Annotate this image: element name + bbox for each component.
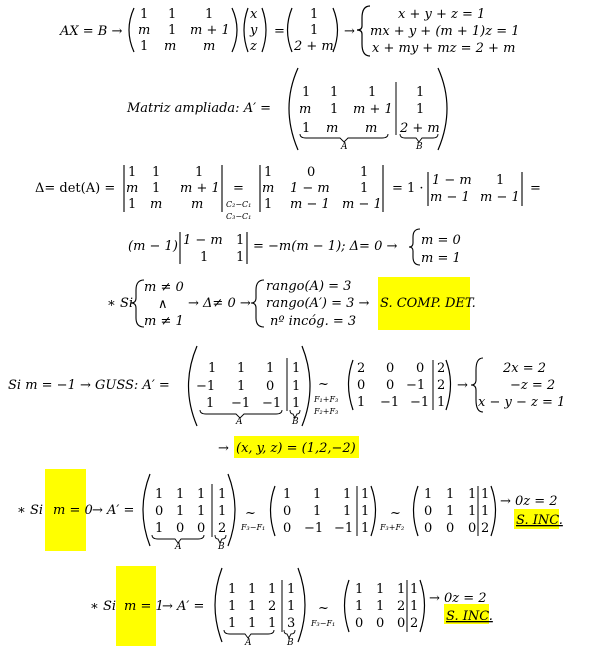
u2-cell: 1 [376,599,385,614]
z1-cell: 1 [218,487,227,502]
u1-cell: 1 [228,616,237,631]
paren-left [288,8,293,52]
paren-left [129,8,134,52]
mA-cell: 1 [168,23,177,38]
paren-right [262,8,266,52]
g1-cell: 1 [208,361,217,376]
col-op: C₂−C₁ [226,200,252,209]
z2-cell: 1 [343,504,352,519]
u1-cell: 2 [268,599,277,614]
g2-cell: −1 [406,378,426,393]
ampliada-label: Matriz ampliada: A′ = [127,101,272,116]
paren-left [271,486,276,536]
mA-cell: 1 [205,7,214,22]
g2-cell: 2 [437,361,446,376]
u1-cell: 1 [228,582,237,597]
d3-cell: m − 1 [480,190,520,205]
gauss-eq: 2x = 2 [503,361,547,376]
z1-cell: 0 [197,521,206,536]
solution-arrow: → [218,441,229,456]
underbrace [284,630,295,638]
case3-eq: → 0z = 2 [500,494,558,509]
z2-cell: 0 [283,504,292,519]
z3-cell: 1 [468,487,477,502]
d4-cell: 1 [200,250,209,265]
d2-cell: 0 [307,165,316,180]
equals-sign: = [233,181,244,196]
paren-right [232,8,237,52]
g1-cell: 1 [266,361,275,376]
d1-cell: m [150,197,163,212]
amp-cell: m [299,102,312,117]
brace-left [131,280,144,327]
paren-right [438,68,447,150]
paren-right [446,360,451,410]
z1-cell: 0 [155,504,164,519]
z2-cell: −1 [304,521,324,536]
amp-cell: 1 [368,85,377,100]
d3-cell: 1 [496,173,505,188]
u1-cell: 1 [248,616,257,631]
z3-cell: 1 [468,504,477,519]
tilde: ~ [245,506,256,521]
rank-line: rango(A) = 3 [266,279,352,294]
d4-cell: 1 [236,250,245,265]
z2-cell: 1 [283,487,292,502]
brace-left [357,6,370,56]
z1-cell: 2 [218,521,227,536]
paren-right [302,346,310,426]
mA-cell: 1 [140,7,149,22]
d4-cell: 1 [236,233,245,248]
paren-right [298,568,305,642]
case2-prefix: Si m = −1 → GUSS: A′ = [8,378,170,393]
det2-result: = −m(m − 1); Δ= 0 → [253,239,398,254]
d2-cell: m − 1 [342,197,382,212]
z2-cell: 1 [313,487,322,502]
equation: x + y + z = 1 [398,7,486,22]
d2-cell: 1 [360,181,369,196]
case3-arrow: → A′ = [92,503,135,518]
result-sinc: S. INC. [446,609,493,624]
brace-left [409,229,420,265]
z1-cell: 1 [155,521,164,536]
z2-cell: 1 [313,504,322,519]
u1-cell: 1 [287,582,296,597]
rank-line: rango(A′) = 3 → [266,296,370,311]
amp-cell: m [365,121,378,136]
arrow: → [457,378,468,393]
row-op: F₃−F₁ [311,619,336,628]
equation: x + my + mz = 2 + m [372,41,516,56]
d1-cell: 1 [152,181,161,196]
under-label-A: A [175,542,182,552]
u2-cell: 0 [376,616,385,631]
row-op: F₂+F₃ [314,407,339,416]
under-label-A: A [245,638,252,648]
z1-cell: 1 [197,487,206,502]
g1-cell: 1 [237,379,246,394]
under-label-A: A [236,417,243,427]
d1-cell: m + 1 [180,181,220,196]
paren-right [420,580,425,632]
row-op: F₃−F₁ [241,523,266,532]
z3-cell: 1 [424,487,433,502]
g1-cell: −1 [262,396,282,411]
z1-cell: 1 [197,504,206,519]
root: m = 0 [421,233,461,248]
z2-cell: 1 [361,504,370,519]
vX-cell: z [250,39,257,54]
d2-cell: 1 [264,165,273,180]
u1-cell: 1 [248,582,257,597]
d2-cell: m [262,181,275,196]
amp-cell: 1 [330,85,339,100]
d4-cell: 1 − m [183,233,223,248]
root: m = 1 [421,251,461,266]
g2-cell: 0 [386,361,395,376]
mA-cell: 1 [140,39,149,54]
u1-cell: 1 [268,582,277,597]
u1-cell: 1 [268,616,277,631]
paren-right [228,474,235,546]
d2-cell: 1 [360,165,369,180]
amp-cell: m + 1 [353,102,393,117]
g2-cell: 0 [416,361,425,376]
g2-cell: 1 [437,395,446,410]
amp-cell: 1 [302,85,311,100]
result-sinc: S. INC. [516,513,563,528]
d2-cell: m − 1 [290,197,330,212]
rank-line: nº incóg. = 3 [270,314,357,329]
paren-left [345,580,350,632]
arrow: → [344,24,355,39]
under-label-B: B [287,638,294,648]
g2-cell: −1 [380,395,400,410]
g2-cell: 2 [437,378,446,393]
z3-cell: 0 [446,521,455,536]
u1-cell: 1 [228,599,237,614]
paren-left [349,360,354,410]
d1-cell: 1 [195,165,204,180]
z3-cell: 0 [424,504,433,519]
g1-cell: 1 [237,361,246,376]
paren-left [244,8,248,52]
z2-cell: 1 [343,487,352,502]
tilde: ~ [390,506,401,521]
paren-left [289,68,298,150]
paren-left [215,568,222,642]
vB-cell: 1 [310,23,319,38]
d1-cell: 1 [152,165,161,180]
u2-cell: 1 [410,582,419,597]
paren-right [491,486,496,536]
tilde: ~ [318,377,329,392]
vB-cell: 1 [310,7,319,22]
mA-cell: 1 [168,7,177,22]
z3-cell: 0 [468,521,477,536]
z3-cell: 1 [481,504,490,519]
mA-cell: m [203,39,216,54]
case3-cond: m = 0 [53,503,93,518]
gauss-eq: x − y − z = 1 [478,395,566,410]
u2-cell: 2 [410,616,419,631]
result-scompdet: S. COMP. DET. [380,296,476,311]
equation: mx + y + (m + 1)z = 1 [370,24,520,39]
under-label-B: B [292,417,299,427]
d1-cell: m [126,181,139,196]
col-op: C₃−C₁ [226,212,252,221]
u2-cell: 0 [397,616,406,631]
d1-cell: m [191,197,204,212]
brace-left [251,280,264,327]
z2-cell: 1 [361,521,370,536]
u1-cell: 1 [287,599,296,614]
z2-cell: 0 [283,521,292,536]
z3-cell: 2 [481,521,490,536]
g1-cell: −1 [231,396,251,411]
g2-cell: 0 [357,378,366,393]
d3-cell: 1 − m [432,173,472,188]
amp-cell: m [326,121,339,136]
condition: m ≠ 0 [144,280,184,295]
case4-cond: m = 1 [124,599,164,614]
g1-cell: −1 [196,379,216,394]
row-op: F₁+F₃ [314,395,339,404]
g2-cell: −1 [410,395,430,410]
z1-cell: 1 [176,504,185,519]
amp-cell: 1 [330,102,339,117]
g1-cell: 1 [206,396,215,411]
z2-cell: 1 [361,487,370,502]
row-op: F₃+F₂ [380,523,405,532]
amp-cell: 1 [416,85,425,100]
u1-cell: 3 [287,616,296,631]
d3-cell: m − 1 [430,190,470,205]
case4-prefix: ∗ Si [90,599,117,614]
z3-cell: 0 [424,521,433,536]
mA-cell: m [164,39,177,54]
g2-cell: 1 [357,395,366,410]
under-label-A: A [341,142,348,152]
z1-cell: 1 [176,487,185,502]
amp-cell: 1 [416,102,425,117]
vB-cell: 2 + m [294,39,334,54]
under-label-B: B [416,142,423,152]
det2-prefix: (m − 1) [128,239,178,254]
u1-cell: 1 [248,599,257,614]
case3-prefix: ∗ Si [17,503,44,518]
equals-sign: = [530,181,541,196]
mA-cell: m [138,23,151,38]
u2-cell: 1 [355,599,364,614]
det-lhs: Δ= det(A) = [35,181,116,196]
u2-cell: 1 [355,582,364,597]
vX-cell: x [250,7,258,22]
case4-arrow: → A′ = [162,599,205,614]
case4-eq: → 0z = 2 [429,591,487,606]
g2-cell: 2 [357,361,366,376]
u2-cell: 0 [355,616,364,631]
g1-cell: 1 [292,361,301,376]
d2-cell: 1 − m [290,181,330,196]
g1-cell: 1 [292,379,301,394]
d1-cell: 1 [128,197,137,212]
solution: (x, y, z) = (1,2,−2) [236,441,356,456]
paren-left [414,486,419,536]
underbrace [224,630,274,638]
under-label-B: B [218,542,225,552]
equals-sign: = [274,24,285,39]
mA-cell: m + 1 [190,23,230,38]
z3-cell: 1 [446,487,455,502]
d1-cell: 1 [128,165,137,180]
g1-cell: 0 [266,379,275,394]
case1-arrow: → Δ≠ 0 → [188,296,251,311]
paren-left [143,474,150,546]
z1-cell: 1 [155,487,164,502]
condition: m ≠ 1 [144,314,184,329]
paren-right [371,486,376,536]
u2-cell: 1 [410,599,419,614]
d2-cell: 1 [264,197,273,212]
condition: ∧ [158,297,168,312]
case1-prefix: ∗ Si [107,296,134,311]
u2-cell: 1 [397,582,406,597]
tilde: ~ [318,601,329,616]
g1-cell: 1 [292,396,301,411]
gauss-eq: −z = 2 [510,378,556,393]
z1-cell: 0 [176,521,185,536]
amp-cell: 1 [302,121,311,136]
z3-cell: 1 [481,487,490,502]
z1-cell: 1 [218,504,227,519]
u2-cell: 1 [376,582,385,597]
u2-cell: 2 [397,599,406,614]
vX-cell: y [250,23,258,38]
g2-cell: 0 [386,378,395,393]
system-lhs: AX = B → [60,24,123,39]
amp-cell: 2 + m [400,121,440,136]
z2-cell: −1 [334,521,354,536]
z3-cell: 1 [446,504,455,519]
det-factor: = 1 · [392,181,424,196]
